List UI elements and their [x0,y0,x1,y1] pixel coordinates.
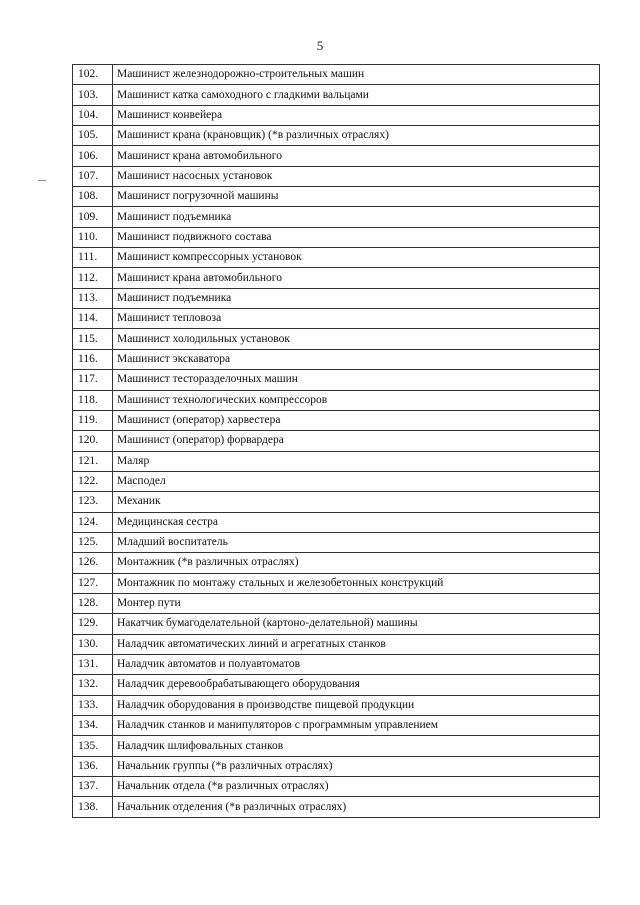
row-number: 109. [73,207,113,227]
table-row [73,471,600,491]
row-number: 132. [73,675,113,695]
row-number: 118. [73,390,113,410]
table-row [73,105,600,125]
row-number: 129. [73,614,113,634]
row-number: 104. [73,105,113,125]
page-number: 5 [316,38,324,53]
profession-title: Машинист (оператор) форвардера [113,431,600,451]
row-number: 105. [73,126,113,146]
row-number: 127. [73,573,113,593]
row-number: 103. [73,85,113,105]
row-number: 122. [73,471,113,491]
row-number: 112. [73,268,113,288]
table-row [73,126,600,146]
row-number: 106. [73,146,113,166]
profession-title: Наладчик автоматических линий и агрегатных станков [113,634,600,654]
table-row [73,614,600,634]
profession-title: Медицинская сестра [113,512,600,532]
profession-title: Младший воспитатель [113,532,600,552]
table-row [73,207,600,227]
row-number: 125. [73,532,113,552]
row-number: 123. [73,492,113,512]
table-row [73,777,600,797]
row-number: 110. [73,227,113,247]
profession-title: Наладчик оборудования в производстве пищевой продукции [113,695,600,715]
profession-title: Начальник группы (*в различных отраслях) [113,756,600,776]
row-number: 138. [73,797,113,817]
row-number: 116. [73,349,113,369]
table-row [73,573,600,593]
table-row [73,797,600,817]
profession-title: Машинист железнодорожно-строительных машин [113,65,600,85]
profession-title: Машинист насосных установок [113,166,600,186]
profession-title: Машинист компрессорных установок [113,248,600,268]
profession-title: Машинист катка самоходного с гладкими вальцами [113,85,600,105]
profession-title: Наладчик станков и манипуляторов с программным управлением [113,716,600,736]
profession-title: Машинист тесторазделочных машин [113,370,600,390]
profession-title: Монтажник по монтажу стальных и железобетонных конструкций [113,573,600,593]
table-row [73,634,600,654]
row-number: 121. [73,451,113,471]
table-row [73,654,600,674]
profession-title: Машинист тепловоза [113,309,600,329]
profession-title: Машинист (оператор) харвестера [113,410,600,430]
profession-title: Машинист крана (крановщик) (*в различных отраслях) [113,126,600,146]
row-number: 133. [73,695,113,715]
table-row [73,695,600,715]
row-number: 114. [73,309,113,329]
profession-title: Начальник отдела (*в различных отраслях) [113,777,600,797]
table-row [73,329,600,349]
row-number: 111. [73,248,113,268]
table-row [73,227,600,247]
table-row [73,492,600,512]
profession-title: Машинист холодильных установок [113,329,600,349]
profession-title: Машинист конвейера [113,105,600,125]
table-row [73,451,600,471]
table-row [73,512,600,532]
table-row [73,309,600,329]
profession-table-body [73,65,600,818]
table-row [73,675,600,695]
profession-title: Машинист экскаватора [113,349,600,369]
margin-mark [38,180,46,181]
profession-title: Накатчик бумагоделательной (картоно-делательной) машины [113,614,600,634]
table-row [73,166,600,186]
table-row [73,370,600,390]
table-row [73,349,600,369]
row-number: 136. [73,756,113,776]
row-number: 117. [73,370,113,390]
profession-title: Начальник отделения (*в различных отраслях) [113,797,600,817]
row-number: 137. [73,777,113,797]
profession-title: Машинист технологических компрессоров [113,390,600,410]
row-number: 107. [73,166,113,186]
profession-title: Наладчик деревообрабатывающего оборудования [113,675,600,695]
row-number: 130. [73,634,113,654]
profession-title: Маляр [113,451,600,471]
profession-title: Машинист подъемника [113,207,600,227]
profession-title: Машинист погрузочной машины [113,187,600,207]
row-number: 124. [73,512,113,532]
row-number: 131. [73,654,113,674]
table-row [73,756,600,776]
table-row [73,248,600,268]
row-number: 119. [73,410,113,430]
table-row [73,146,600,166]
row-number: 102. [73,65,113,85]
table-row [73,410,600,430]
table-row [73,736,600,756]
profession-title: Машинист крана автомобильного [113,268,600,288]
profession-title: Масподел [113,471,600,491]
table-row [73,65,600,85]
row-number: 126. [73,553,113,573]
table-row [73,532,600,552]
table-row [73,288,600,308]
profession-title: Монтажник (*в различных отраслях) [113,553,600,573]
table-row [73,716,600,736]
table-row [73,268,600,288]
profession-title: Монтер пути [113,593,600,613]
profession-title: Машинист подъемника [113,288,600,308]
row-number: 120. [73,431,113,451]
table-row [73,187,600,207]
row-number: 128. [73,593,113,613]
table-row [73,593,600,613]
profession-title: Наладчик автоматов и полуавтоматов [113,654,600,674]
profession-title: Механик [113,492,600,512]
profession-title: Машинист подвижного состава [113,227,600,247]
profession-table [72,64,600,818]
profession-title: Наладчик шлифовальных станков [113,736,600,756]
row-number: 135. [73,736,113,756]
table-row [73,431,600,451]
table-row [73,85,600,105]
row-number: 113. [73,288,113,308]
profession-title: Машинист крана автомобильного [113,146,600,166]
row-number: 115. [73,329,113,349]
row-number: 134. [73,716,113,736]
table-row [73,390,600,410]
row-number: 108. [73,187,113,207]
table-row [73,553,600,573]
